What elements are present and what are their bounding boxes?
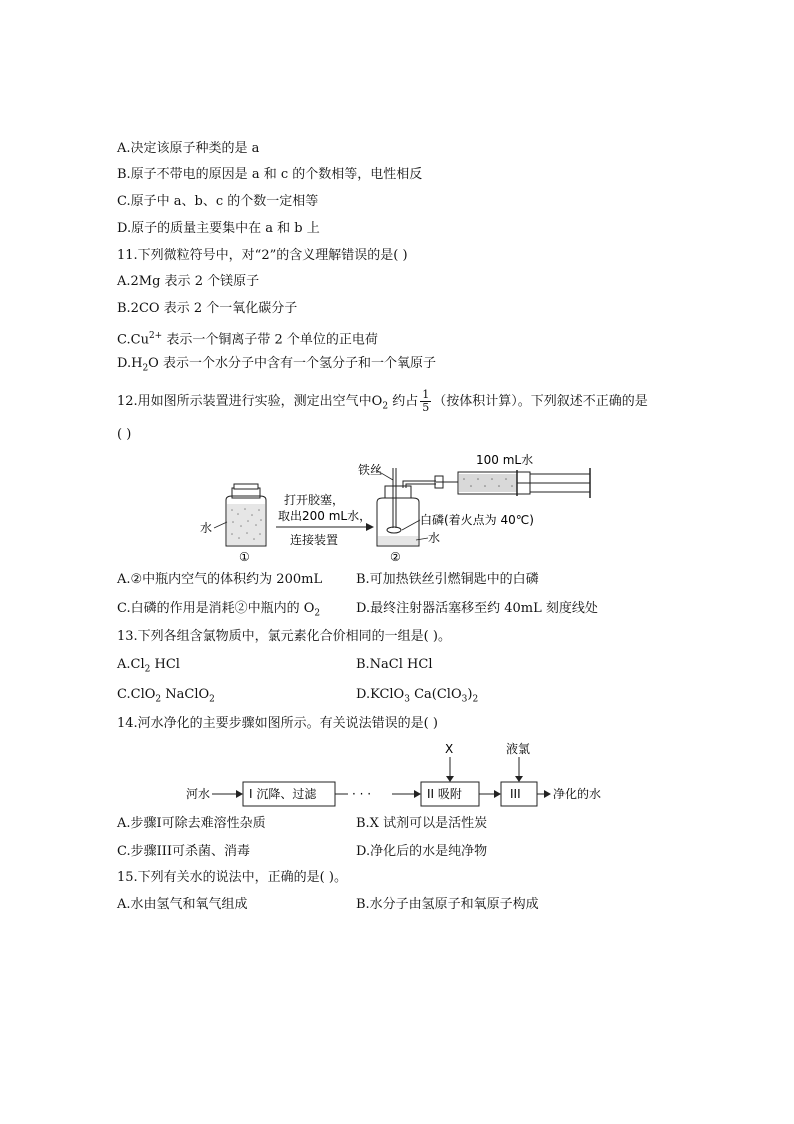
label-syringe-water: 100 mL水 [476,453,534,467]
arrow-right-icon [544,790,551,798]
arrow-down-icon [446,776,454,782]
q14-option-c: C.步骤III可杀菌、消毒 [117,844,251,859]
q10-option-c: C.原子中 a、b、c 的个数一定相等 [117,194,319,209]
syringe [435,468,590,498]
bottle-1 [214,484,266,546]
q13-stem: 13.下列各组含氯物质中，氯元素化合价相同的一组是( )。 [117,629,451,644]
label-white-phosphorus: 白磷(着火点为 40℃) [420,513,534,527]
arrow-right-icon [366,523,374,531]
q15-option-b: B.水分子由氢原子和氧原子构成 [356,897,539,912]
q10-option-b: B.原子不带电的原因是 a 和 c 的个数相等，电性相反 [117,167,423,182]
label-bottle-1: ① [239,550,250,564]
flow-output: 净化的水 [553,787,602,801]
label-step-2: 取出200 mL水， [278,509,372,523]
q12-option-a: A.②中瓶内空气的体积约为 200mL [117,572,323,587]
q10-option-a: A.决定该原子种类的是 a [117,141,260,156]
q13-option-b: B.NaCl HCl [356,657,433,672]
flow-river: 河水 [186,787,211,801]
arrow-right-icon [494,790,501,798]
label-step-3: 连接装置 [290,533,339,547]
q11-option-d: $D.H_2O$ 表示一个水分子中含有一个氢分子和一个氧原子 [117,356,436,374]
fraction-one-fifth: $\frac{1}{5}$ [422,388,430,414]
q15-option-a: A.水由氢气和氧气组成 [117,897,248,912]
flow-step3-label: III [510,787,521,801]
q12-option-d: D.最终注射器活塞移至约 40mL 刻度线处 [356,601,598,616]
q10-option-d: D.原子的质量主要集中在 a 和 b 上 [117,221,320,236]
q12-apparatus-figure [190,448,610,570]
q13-option-c: C.ClO$_2$ NaClO$_2$ [117,687,215,705]
label-water-2: 水 [428,531,441,545]
arrow-right-icon [236,790,243,798]
label-water-1: 水 [200,521,213,535]
flow-x-label: X [445,742,454,756]
label-bottle-2: ② [390,550,401,564]
q15-stem: 15.下列有关水的说法中，正确的是( )。 [117,870,347,885]
q11-stem: 11.下列微粒符号中，对“2”的含义理解错误的是( ) [117,248,408,263]
q12-stem: 12.用如图所示装置进行实验，测定出空气中$O_2$ 约占 $\frac{1}{5}$ （按体积计算）。下列叙述不正确的是 [117,388,648,414]
flow-step1-label: I 沉降、过滤 [249,787,317,801]
q12-option-b: B.可加热铁丝引燃铜匙中的白磷 [356,572,539,587]
q12-option-c: C.白磷的作用是消耗②中瓶内的 $O_2$ [117,601,321,619]
arrow-down-icon [515,776,523,782]
q13-option-a: $A.Cl_2$ HCl [117,657,180,675]
q14-option-a: A.步骤I可除去难溶性杂质 [117,816,266,831]
q12-paren: ( ) [117,427,132,442]
q14-option-d: D.净化后的水是纯净物 [356,844,488,859]
q13-option-d: D.KClO$_3$ $Ca(ClO_3)_2$ [356,687,479,705]
flow-step2-label: II 吸附 [427,787,462,801]
q11-option-c: $C.Cu^{2+}$ 表示一个铜离子带 2 个单位的正电荷 [117,331,378,348]
q11-option-b: B.2CO 表示 2 个一氧化碳分子 [117,301,298,316]
flow-dots: · · · [352,787,372,801]
label-iron-wire: 铁丝 [358,463,383,477]
q14-stem: 14.河水净化的主要步骤如图所示。有关说法错误的是( ) [117,716,438,731]
label-step-1: 打开胶塞， [284,493,345,507]
q14-option-b: B.X 试剂可以是活性炭 [356,816,488,831]
arrow-right-icon [414,790,421,798]
q14-flow-diagram [180,740,620,808]
flow-chlorine-label: 液氯 [506,742,531,756]
q11-option-a: A.2Mg 表示 2 个镁原子 [117,274,260,289]
